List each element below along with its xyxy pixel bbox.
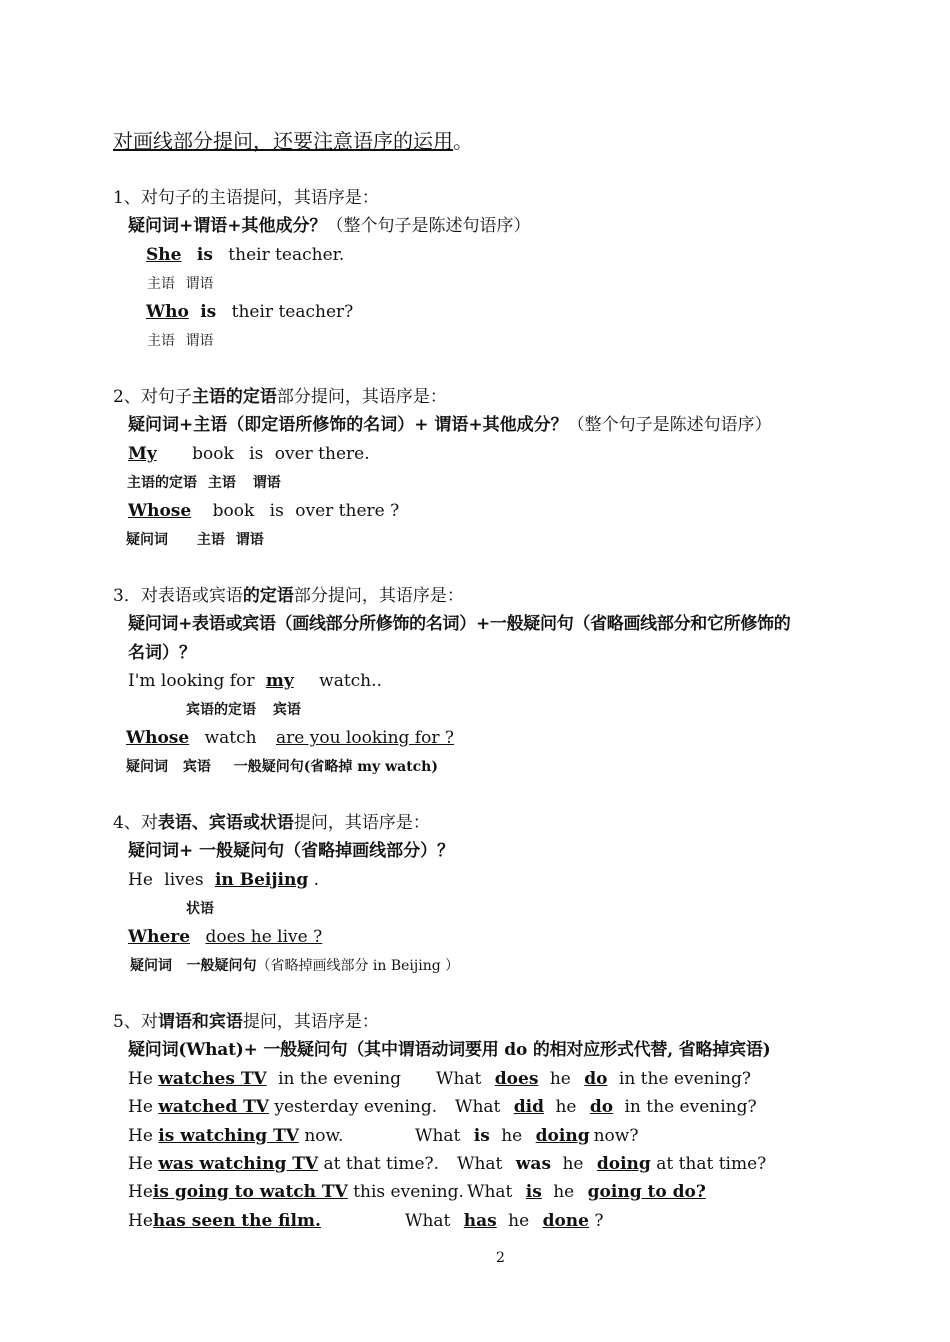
- statement-row: [128, 1181, 464, 1203]
- sentence-rest: their teacher?: [231, 302, 354, 322]
- section-4-example-1: [128, 869, 319, 891]
- underlined-verb: done: [542, 1211, 589, 1231]
- subject-word: He: [128, 1154, 153, 1174]
- grammar-label: 主语: [196, 532, 225, 548]
- sentence-rest: now?: [593, 1126, 639, 1146]
- subject-word: he: [501, 1126, 523, 1146]
- sentence-rest: now.: [304, 1126, 344, 1146]
- heading-part: 5、对: [113, 1012, 158, 1032]
- verb-word: is: [196, 245, 213, 265]
- grammar-label: 谓语: [252, 475, 281, 491]
- question-row: [415, 1125, 638, 1147]
- underlined-auxiliary: has: [463, 1211, 497, 1231]
- grammar-label: 疑问词: [126, 759, 168, 775]
- underlined-word: Who: [146, 302, 189, 322]
- heading-part: 提问，其语序是：: [242, 1012, 379, 1032]
- word: is: [269, 501, 284, 521]
- page-title-text: 对画线部分提问，还要注意语序的运用: [113, 129, 453, 153]
- question-word: What: [457, 1154, 503, 1174]
- section-4-example-2-labels: [130, 957, 459, 975]
- sentence-rest: at that time?.: [323, 1154, 440, 1174]
- subject-word: He: [128, 1097, 153, 1117]
- sentence-rest: this evening.: [353, 1182, 464, 1202]
- grammar-label: 疑问词: [126, 532, 168, 548]
- underlined-word: My: [128, 444, 157, 464]
- grammar-label: 宾语: [182, 759, 211, 775]
- heading-part: 部分提问，其语序是：: [276, 387, 447, 407]
- punctuation: .: [313, 870, 320, 890]
- question-row: [457, 1153, 766, 1175]
- question-row: [467, 1181, 706, 1203]
- section-3-example-2: [126, 727, 454, 749]
- question-word: What: [436, 1069, 482, 1089]
- section-1-heading: 1、对句子的主语提问，其语序是：: [113, 188, 379, 208]
- sentence-rest: at that time?: [656, 1154, 767, 1174]
- underlined-question: does he live ?: [205, 927, 323, 947]
- section-3-formula-line-1: 疑问词+表语或宾语（画线部分所修饰的名词）+一般疑问句（省略画线部分和它所修饰的: [128, 614, 791, 634]
- underlined-verb: going to do?: [587, 1182, 706, 1202]
- heading-keyword: 谓语和宾语: [157, 1012, 243, 1032]
- statement-row: [128, 1153, 439, 1175]
- grammar-label: 谓语: [185, 276, 214, 292]
- section-1-example-2-labels: [147, 332, 213, 350]
- formula-note: （整个句子是陈述句语序）: [326, 216, 531, 236]
- grammar-label: 主语的定语: [127, 475, 197, 491]
- grammar-label: 宾语的定语: [186, 702, 256, 718]
- page-title: [113, 130, 473, 152]
- section-3-example-1: [128, 670, 382, 692]
- heading-part: 2、对句子: [113, 387, 192, 407]
- section-1-example-1-labels: [147, 275, 213, 293]
- question-row: [436, 1068, 751, 1090]
- sentence-rest: in the evening?: [624, 1097, 757, 1117]
- statement-row: [128, 1068, 401, 1090]
- section-5-formula: 疑问词(What)+ 一般疑问句（其中谓语动词要用 do 的相对应形式代替, 省略掉宾语): [128, 1040, 771, 1060]
- subject-word: He: [128, 1211, 153, 1231]
- section-3-formula-line-2: 名词）？: [128, 643, 196, 663]
- section-1-example-2: [146, 301, 353, 323]
- underlined-word: Whose: [126, 728, 190, 748]
- grammar-label: 谓语: [185, 333, 214, 349]
- underlined-word: She: [146, 245, 182, 265]
- underlined-auxiliary: does: [494, 1069, 539, 1089]
- question-row: [455, 1096, 757, 1118]
- sentence-rest: their teacher.: [228, 245, 345, 265]
- heading-part: 4、对: [113, 813, 158, 833]
- grammar-label: 主语: [207, 475, 236, 491]
- heading-part: 提问，其语序是：: [293, 813, 430, 833]
- subject-word: he: [562, 1154, 584, 1174]
- underlined-phrase: in Beijing: [214, 870, 309, 890]
- word: lives: [164, 870, 204, 890]
- section-1-formula: [128, 215, 531, 237]
- question-row: [405, 1210, 604, 1232]
- auxiliary-word: is: [473, 1126, 490, 1146]
- page-title-period: 。: [453, 129, 473, 153]
- section-3-example-2-labels: [126, 758, 438, 776]
- sentence-start: I'm looking for: [128, 671, 255, 691]
- statement-row: [128, 1096, 437, 1118]
- underlined-auxiliary: is: [525, 1182, 542, 1202]
- section-3-example-1-labels: [186, 701, 301, 719]
- sentence-rest: over there.: [274, 444, 370, 464]
- grammar-label: 一般疑问句(省略掉 my watch): [233, 759, 438, 775]
- grammar-label: 一般疑问句: [186, 958, 257, 974]
- verb-word: is: [200, 302, 217, 322]
- sentence-rest: watch..: [319, 671, 382, 691]
- sentence-rest: in the evening?: [618, 1069, 751, 1089]
- section-5-heading: [113, 1011, 379, 1033]
- section-4-heading: [113, 812, 430, 834]
- question-word: What: [405, 1211, 451, 1231]
- grammar-label: 谓语: [235, 532, 264, 548]
- subject-word: he: [553, 1182, 575, 1202]
- underlined-word: Whose: [128, 501, 192, 521]
- subject-word: he: [508, 1211, 530, 1231]
- underlined-predicate: is going to watch TV: [152, 1182, 348, 1202]
- sentence-rest: over there ?: [295, 501, 400, 521]
- section-2-example-1-labels: [127, 474, 281, 492]
- underlined-predicate: has seen the film.: [152, 1211, 321, 1231]
- sentence-rest: in the evening: [278, 1069, 402, 1089]
- heading-part: 部分提问，其语序是：: [293, 586, 464, 606]
- underlined-predicate: watches TV: [158, 1069, 267, 1089]
- word: watch: [204, 728, 257, 748]
- statement-row: [128, 1125, 343, 1147]
- section-2-heading: [113, 386, 447, 408]
- heading-keyword: 主语的定语: [191, 387, 277, 407]
- section-4-example-1-label: 状语: [186, 901, 214, 917]
- heading-keyword: 的定语: [242, 586, 294, 606]
- page-number: 2: [496, 1250, 505, 1266]
- subject-word: He: [128, 1182, 153, 1202]
- underlined-predicate: is watching TV: [158, 1126, 299, 1146]
- grammar-label: 宾语: [272, 702, 301, 718]
- section-3-heading: [113, 585, 464, 607]
- formula-note: （整个句子是陈述句语序）: [567, 415, 772, 435]
- auxiliary-word: was: [515, 1154, 552, 1174]
- sentence-rest: ?: [594, 1211, 604, 1231]
- underlined-verb: doing: [596, 1154, 651, 1174]
- word: He: [128, 870, 153, 890]
- underlined-predicate: watched TV: [158, 1097, 269, 1117]
- section-4-formula: 疑问词+ 一般疑问句（省略掉画线部分）？: [128, 841, 455, 861]
- section-4-example-2: [128, 926, 322, 948]
- underlined-verb: do: [589, 1097, 614, 1117]
- question-word: What: [455, 1097, 501, 1117]
- sentence-rest: yesterday evening.: [274, 1097, 438, 1117]
- grammar-label: 疑问词: [130, 958, 172, 974]
- grammar-label: 主语: [147, 333, 175, 349]
- underlined-word: my: [265, 671, 294, 691]
- underlined-word: Where: [128, 927, 191, 947]
- formula-text: 疑问词+主语（即定语所修饰的名词）+ 谓语+其他成分？: [128, 415, 568, 435]
- formula-text: 疑问词+谓语+其他成分？: [128, 216, 327, 236]
- word: book: [192, 444, 234, 464]
- underlined-predicate: was watching TV: [158, 1154, 319, 1174]
- word: is: [249, 444, 264, 464]
- question-word: What: [467, 1182, 513, 1202]
- underlined-verb: do: [584, 1069, 608, 1089]
- section-1-example-1: [146, 244, 344, 266]
- subject-word: He: [128, 1126, 153, 1146]
- subject-word: he: [549, 1069, 571, 1089]
- underlined-auxiliary: did: [513, 1097, 545, 1117]
- section-2-example-1: [128, 443, 370, 465]
- question-word: What: [415, 1126, 461, 1146]
- underlined-question: are you looking for ?: [276, 728, 454, 748]
- subject-word: He: [128, 1069, 153, 1089]
- word: book: [212, 501, 255, 521]
- heading-part: 3．对表语或宾语: [113, 586, 243, 606]
- grammar-label: 主语: [147, 276, 175, 292]
- grammar-note: （省略掉画线部分 in Beijing ）: [256, 958, 460, 974]
- section-2-formula: [128, 414, 772, 436]
- subject-word: he: [555, 1097, 577, 1117]
- section-2-example-2: [128, 500, 399, 522]
- underlined-verb: doing: [535, 1126, 590, 1146]
- section-2-example-2-labels: [126, 531, 264, 549]
- heading-keyword: 表语、宾语或状语: [157, 813, 294, 833]
- statement-row: [128, 1210, 321, 1232]
